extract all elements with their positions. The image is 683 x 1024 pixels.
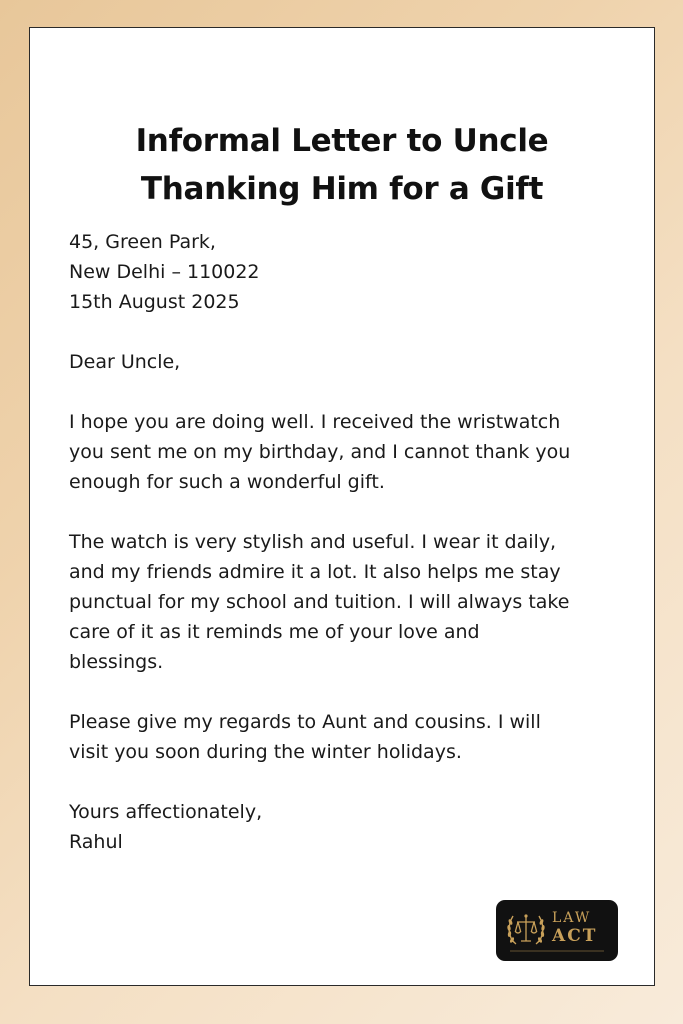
paragraph-2-line: and my friends admire it a lot. It also helps me stay [69,561,561,583]
paragraph-1-line: you sent me on my birthday, and I cannot thank you [69,441,571,463]
title-line-1: Informal Letter to Uncle [135,122,549,159]
paragraph-3-line: Please give my regards to Aunt and cousins. I will [69,711,541,733]
letter-date: 15th August 2025 [69,291,240,313]
page-title [30,117,654,213]
signature: Rahul [69,831,123,853]
closing: Yours affectionately, [69,801,263,823]
salutation: Dear Uncle, [69,351,181,373]
title-line-2: Thanking Him for a Gift [140,170,544,207]
address-line-2: New Delhi – 110022 [69,261,260,283]
paragraph-2-line: punctual for my school and tuition. I will always take [69,591,570,613]
paragraph-2-line: care of it as it reminds me of your love and [69,621,480,643]
letter-body [69,227,629,857]
paragraph-3-line: visit you soon during the winter holidays. [69,741,462,763]
address-line-1: 45, Green Park, [69,231,216,253]
logo-word-top: LAW [552,910,592,926]
logo-wordmark [552,910,612,950]
paragraph-1-line: enough for such a wonderful gift. [69,471,385,493]
letter-page [29,27,655,986]
paragraph-2-line: The watch is very stylish and useful. I wear it daily, [69,531,557,553]
logo-word-bottom: ACT [552,926,598,946]
paragraph-1-line: I hope you are doing well. I received the wristwatch [69,411,561,433]
paragraph-2-line: blessings. [69,651,164,673]
law-act-logo [496,900,618,961]
